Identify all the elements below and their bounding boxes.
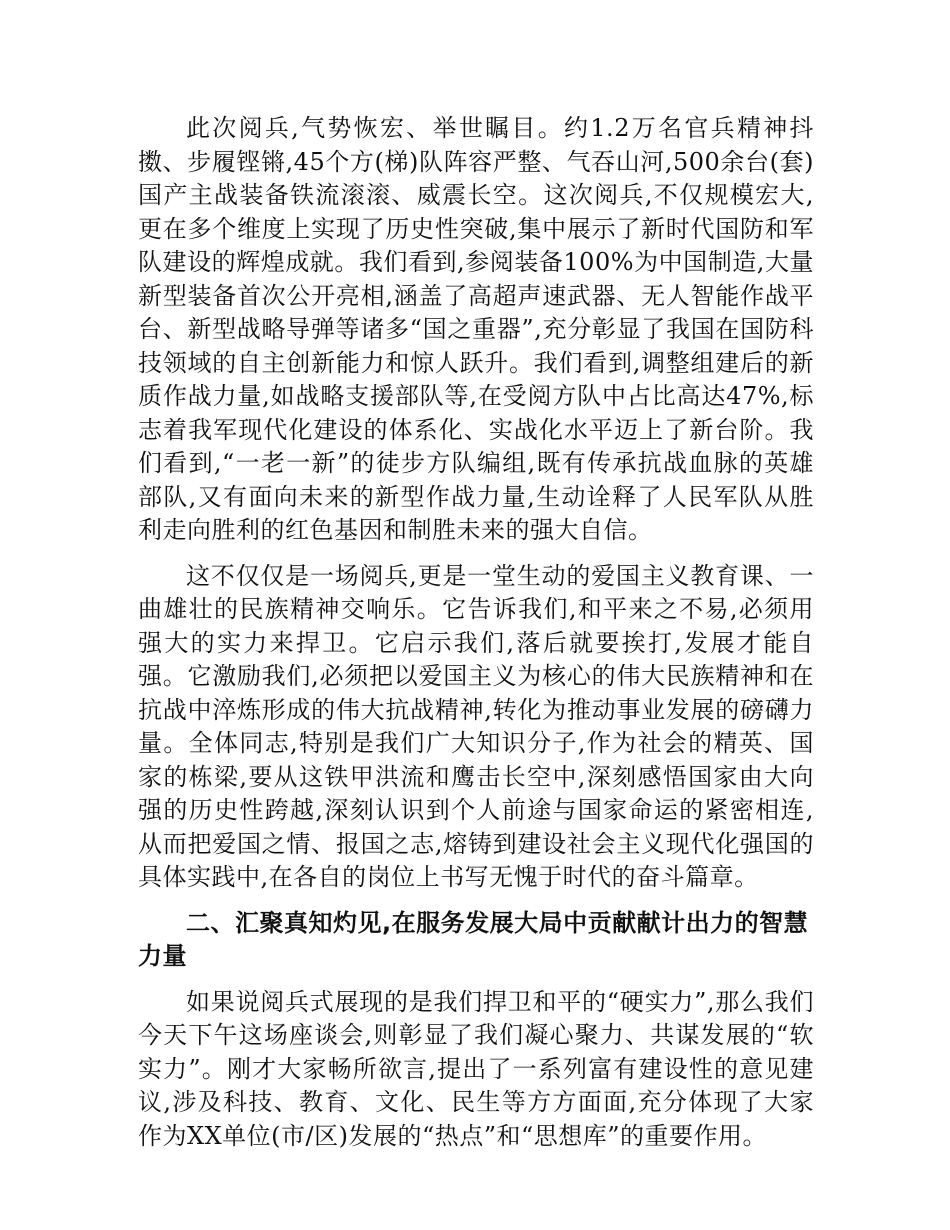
document-page [138, 112, 814, 1165]
section-heading: 二、汇聚真知灼见,在服务发展大局中贡献献计出力的智慧力量 [138, 908, 809, 970]
body-paragraph: 此次阅兵,气势恢宏、举世瞩目。约1.2万名官兵精神抖擞、步履铿锵,45个方(梯)队阵容严整、气吞山河,500余台(套)国产主战装备铁流滚滚、威震长空。这次阅兵,不仅规模宏大,更在多个维度上实现了历史性突破,集中展示了新时代国防和军队建设的辉煌成就。我们看到,参阅装备100%为中国制造,大量新型装备首次公开亮相,涵盖了高超声速武器、无人智能作战平台、新型战略导弹等诸多“国之重器”,充分彰显了我国在国防科技领域的自主创新能力和惊人跃升。我们看到,调整组建后的新质作战力量,如战略支援部队等,在受阅方队中占比高达47%,标志着我军现代化建设的体系化、实战化水平迈上了新台阶。我们看到,“一老一新”的徒步方队编组,既有传承抗战血脉的英雄部队,又有面向未来的新型作战力量,生动诠释了人民军队从胜利走向胜利的红色基因和制胜未来的强大自信。 [138, 114, 814, 544]
body-paragraph: 这不仅仅是一场阅兵,更是一堂生动的爱国主义教育课、一曲雄壮的民族精神交响乐。它告诉我们,和平来之不易,必须用强大的实力来捍卫。它启示我们,落后就要挨打,发展才能自强。它激励我们,必须把以爱国主义为核心的伟大民族精神和在抗战中淬炼形成的伟大抗战精神,转化为推动事业发展的磅礴力量。全体同志,特别是我们广大知识分子,作为社会的精英、国家的栋梁,要从这铁甲洪流和鹰击长空中,深刻感悟国家由大向强的历史性跨越,深刻认识到个人前途与国家命运的紧密相连,从而把爱国之情、报国之志,熔铸到建设社会主义现代化强国的具体实践中,在各自的岗位上书写无愧于时代的奋斗篇章。 [138, 561, 814, 891]
body-paragraph: 如果说阅兵式展现的是我们捍卫和平的“硬实力”,那么我们今天下午这场座谈会,则彰显了我们凝心聚力、共谋发展的“软实力”。刚才大家畅所欲言,提出了一系列富有建设性的意见建议,涉及科技、教育、文化、民生等方方面面,充分体现了大家作为XX单位(市/区)发展的“热点”和“思想库”的重要作用。 [138, 987, 814, 1150]
